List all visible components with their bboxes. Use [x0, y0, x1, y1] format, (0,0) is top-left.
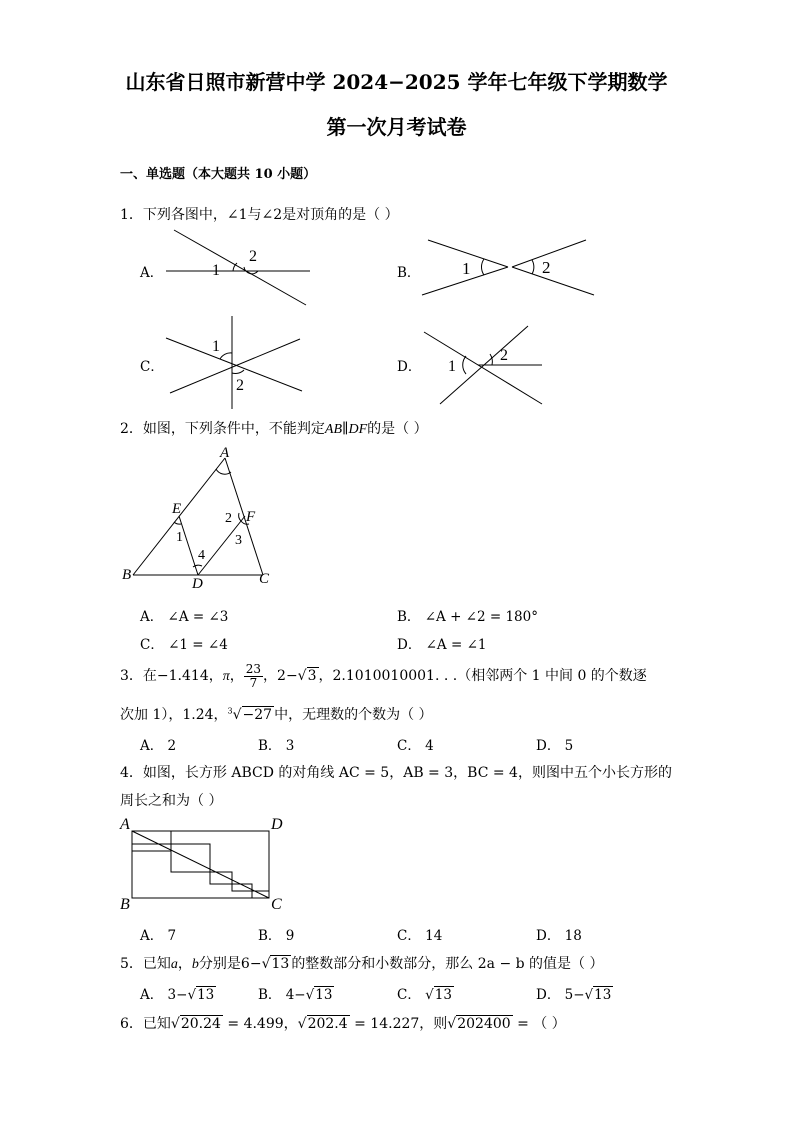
- q2-stem: 2．如图，下列条件中，不能判定AB∥DF的是（ ）: [120, 421, 428, 437]
- q2-option-a: A． ∠A = ∠3: [140, 609, 229, 625]
- q2-angle-3-label: 3: [235, 533, 242, 548]
- q1-figure-a: [160, 225, 320, 315]
- q2-angle-4-label: 4: [198, 548, 205, 563]
- q3-option-d: D． 5: [536, 738, 574, 754]
- q1a-angle-2-label: 2: [249, 248, 257, 265]
- q2-point-A: A: [220, 445, 230, 461]
- q1c-angle-1-label: 1: [212, 338, 220, 355]
- page-title-line1: 山东省日照市新营中学 2024−2025 学年七年级下学期数学: [125, 70, 668, 94]
- q3-line2: 次加 1），1.2̇4̇，$^3$√−27 中，无理数的个数为（ ）: [120, 706, 433, 723]
- q3-option-b: B． 3: [258, 738, 295, 754]
- q1-figure-d: [420, 320, 550, 410]
- q2-option-c: C． ∠1 = ∠4: [140, 637, 228, 653]
- q1b-angle-1-label: 1: [462, 259, 471, 278]
- q5-option-b: B． 4−√13: [258, 987, 333, 1003]
- q2-angle-2-label: 2: [225, 511, 232, 526]
- q3-option-a: A． 2: [140, 738, 177, 754]
- q4-figure: [118, 814, 290, 914]
- q4-point-D: D: [271, 816, 283, 833]
- q1-option-d: D．: [397, 359, 422, 375]
- q2-figure: [118, 443, 278, 591]
- q5-option-d: D． 5−√13: [536, 987, 612, 1003]
- q1-option-a: A．: [140, 265, 164, 281]
- q4-line2: 周长之和为（ ）: [120, 793, 223, 809]
- q2-point-C: C: [259, 571, 270, 587]
- q4-option-c: C． 14: [397, 928, 443, 944]
- q2-point-E: E: [172, 501, 182, 517]
- q2-angle-1-label: 1: [176, 530, 183, 545]
- q3-line1: 3．在−1.414，π， $\frac{23}{7}$ ，2−√3 ，2.1010010001. . .（相邻两个 1 中间 0 的个数逐: [120, 661, 647, 690]
- q1-figure-b: [418, 235, 598, 299]
- q2-option-b: B． ∠A + ∠2 = 180°: [397, 609, 538, 625]
- q1-stem: 1．下列各图中，∠1与∠2是对顶角的是（ ）: [120, 207, 399, 223]
- q6-stem: 6．已知√20.24 = 4.499，√202.4 = 14.227，则√202400 = （ ）: [120, 1016, 566, 1032]
- q4-option-d: D． 18: [536, 928, 582, 944]
- q3-option-c: C． 4: [397, 738, 434, 754]
- q4-point-A: A: [120, 816, 130, 833]
- q4-line1: 4．如图，长方形 ABCD 的对角线 AC = 5，AB = 3，BC = 4，则图中五个小长方形的: [120, 765, 672, 781]
- q1-option-b: B．: [397, 265, 421, 281]
- q1-figure-c: [160, 313, 310, 413]
- q1d-angle-1-label: 1: [448, 358, 456, 375]
- q2-point-D: D: [192, 576, 203, 591]
- q1c-angle-2-label: 2: [236, 377, 244, 394]
- page-title-line2: 第一次月考试卷: [326, 115, 467, 139]
- q5-option-a: A． 3−√13: [140, 987, 215, 1003]
- q1b-angle-2-label: 2: [542, 258, 551, 277]
- q2-point-B: B: [122, 567, 132, 583]
- q3-fraction: $\frac{23}{7}$: [245, 661, 262, 690]
- q5-option-c: C． √13: [397, 987, 452, 1003]
- q5-stem: 5．已知a，b分别是6−√13 的整数部分和小数部分，那么 2a − b 的值是（ ）: [120, 956, 604, 972]
- q1d-angle-2-label: 2: [500, 347, 508, 364]
- q2-option-d: D． ∠A = ∠1: [397, 637, 487, 653]
- q4-point-B: B: [120, 896, 130, 913]
- q4-option-b: B． 9: [258, 928, 295, 944]
- q1-option-c: C．: [140, 359, 164, 375]
- q4-option-a: A． 7: [140, 928, 177, 944]
- q1a-angle-1-label: 1: [212, 262, 220, 279]
- q2-point-F: F: [246, 509, 256, 525]
- q4-point-C: C: [271, 896, 282, 913]
- section-heading: 一、单选题（本大题共 10 小题）: [120, 167, 317, 182]
